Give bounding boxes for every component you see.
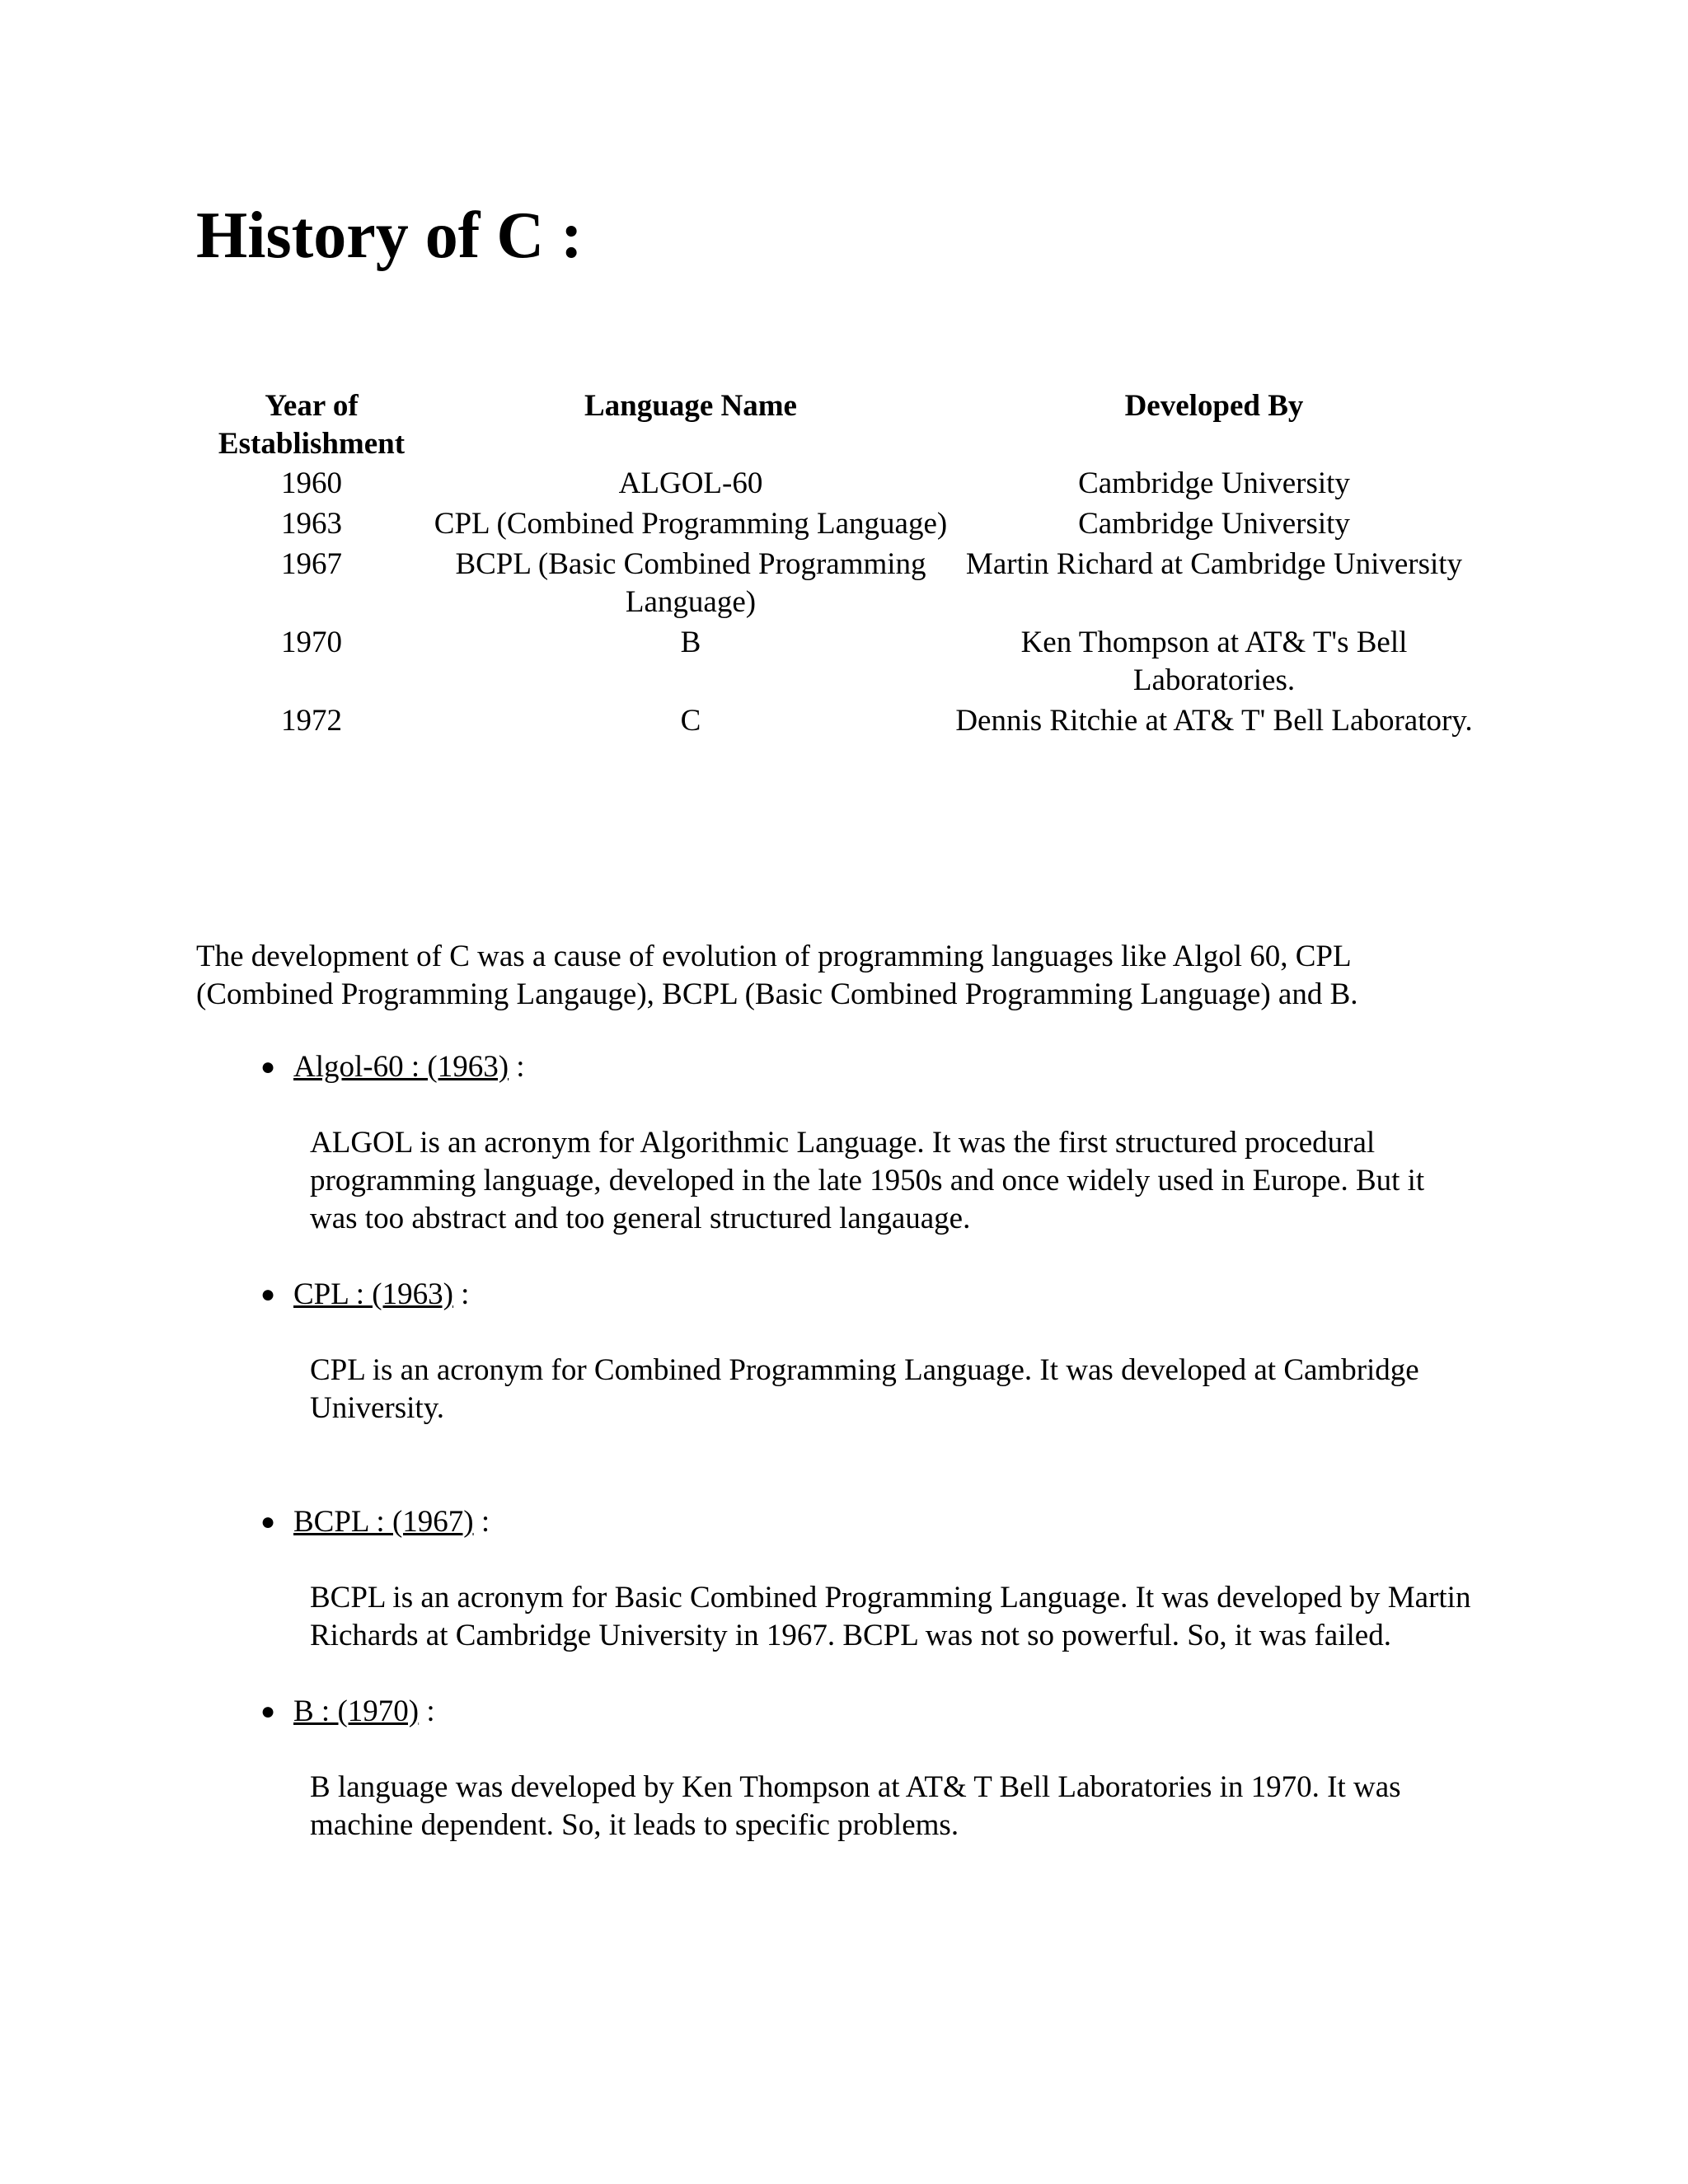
list-item: [196, 1276, 1482, 1427]
header-developer: Developed By: [1124, 389, 1304, 423]
cell-year: 1960: [281, 466, 342, 500]
cell-developer: Dennis Ritchie at AT& T' Bell Laboratory.: [955, 704, 1473, 738]
item-heading-link[interactable]: CPL : (1963): [293, 1277, 453, 1311]
cell-developer: Cambridge University: [1078, 466, 1350, 500]
cell-year: 1963: [281, 507, 342, 541]
cell-developer: Martin Richard at Cambridge University: [965, 547, 1463, 581]
item-heading: [293, 1693, 1482, 1731]
bullet-icon: ●: [260, 1281, 276, 1308]
intro-paragraph: The development of C was a cause of evolution of programming languages like Algol 60, CPL (Combined Programming Langauge), BCPL (Basic Combined Programming Language) and B.: [196, 940, 1358, 1011]
item-description: B language was developed by Ken Thompson at AT& T Bell Laboratories in 1970. It was machine dependent. So, it leads to specific problems.: [310, 1770, 1401, 1842]
cell-language: CPL (Combined Programming Language): [434, 507, 948, 541]
item-heading-suffix: :: [419, 1694, 435, 1728]
table-row: [196, 624, 1474, 702]
page-title: History of C :: [196, 199, 583, 272]
item-heading-link[interactable]: Algol-60 : (1963): [293, 1050, 509, 1084]
header-language: Language Name: [584, 389, 797, 423]
table-row: [196, 465, 1474, 505]
table-row: [196, 702, 1474, 743]
cell-language: BCPL (Basic Combined Programming Language): [455, 547, 926, 619]
list-item: [196, 1503, 1482, 1655]
cell-language: ALGOL-60: [618, 466, 763, 500]
item-heading-link[interactable]: B : (1970): [293, 1694, 420, 1728]
cell-developer: Ken Thompson at AT& T's Bell Laboratories.: [1020, 626, 1408, 697]
item-heading: [293, 1276, 1482, 1314]
bullet-icon: ●: [260, 1508, 276, 1535]
table-header-row: [196, 387, 1474, 465]
bullet-icon: ●: [260, 1698, 276, 1725]
item-description: CPL is an acronym for Combined Programming Language. It was developed at Cambridge University.: [310, 1353, 1419, 1425]
cell-language: B: [680, 626, 701, 659]
item-heading-suffix: :: [509, 1050, 525, 1084]
table-row: [196, 546, 1474, 624]
table-row: [196, 505, 1474, 546]
history-table: [196, 387, 1474, 743]
item-description: ALGOL is an acronym for Algorithmic Language. It was the first structured procedural programming language, developed in the late 1950s and once widely used in Europe. But it was too abstract and too general structured langauage.: [310, 1126, 1425, 1235]
language-list: [196, 1048, 1482, 1844]
item-heading-link[interactable]: BCPL : (1967): [293, 1505, 474, 1539]
cell-year: 1970: [281, 626, 342, 659]
cell-year: 1972: [281, 704, 342, 738]
item-heading: [293, 1503, 1482, 1541]
item-heading: [293, 1048, 1482, 1086]
item-heading-suffix: :: [473, 1505, 490, 1539]
list-item: [196, 1048, 1482, 1238]
cell-language: C: [680, 704, 701, 738]
bullet-icon: ●: [260, 1053, 276, 1080]
cell-developer: Cambridge University: [1078, 507, 1350, 541]
item-description: BCPL is an acronym for Basic Combined Programming Language. It was developed by Martin Richards at Cambridge University in 1967. BCPL was not so powerful. So, it was failed.: [310, 1581, 1471, 1652]
list-item: [196, 1693, 1482, 1844]
header-year: Year of Establishment: [218, 389, 406, 461]
item-heading-suffix: :: [452, 1277, 470, 1311]
cell-year: 1967: [281, 547, 342, 581]
